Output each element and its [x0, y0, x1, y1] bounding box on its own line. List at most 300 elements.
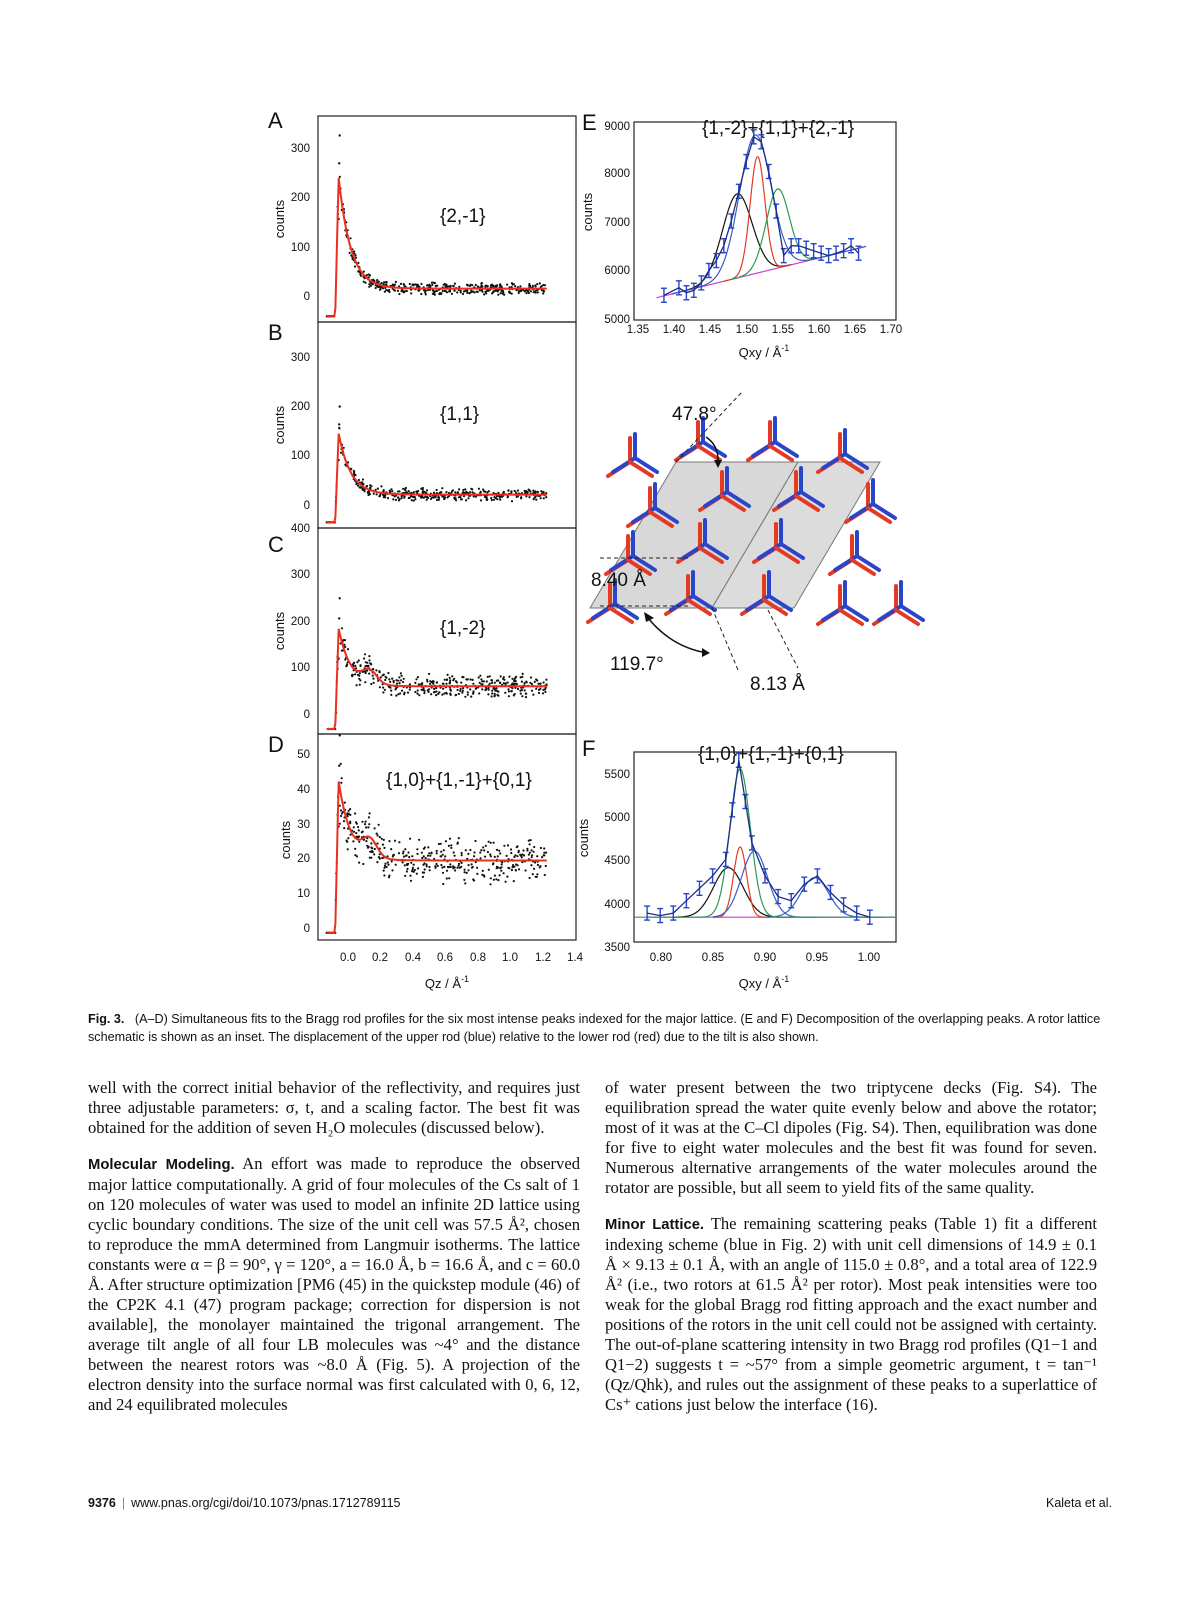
data-point — [339, 597, 341, 599]
data-point — [524, 689, 526, 691]
panel-a-yticks — [291, 143, 310, 303]
data-point — [415, 678, 417, 680]
data-point — [372, 678, 374, 680]
data-point — [429, 680, 431, 682]
data-point — [380, 676, 382, 678]
data-point — [369, 812, 371, 814]
panel-c-ytick: 0 — [303, 709, 310, 721]
panel-e-xlabel-text: Qxy / Å — [738, 345, 782, 360]
panel-f-ytick: 4000 — [604, 899, 630, 911]
data-point — [500, 870, 502, 872]
data-point — [339, 405, 341, 407]
data-point — [387, 497, 389, 499]
data-point — [390, 488, 392, 490]
data-point — [454, 866, 456, 868]
data-point — [414, 498, 416, 500]
data-point — [525, 495, 527, 497]
section-text: An effort was made to reproduce the observed major lattice computationally. A grid of four molecules of the Cs salt of 1 on 120 molecules of water was used to model an infinite 2D lattice using cyclic boundary conditions. The size of the unit cell was 57.5 Å², chosen to reproduce the mmA determined from Langmuir isotherms. The lattice constants were α = β = 90°, γ = 120°, a = 16.0 Å, b = 16.6 Å, and c = 60.0 Å. After structure optimization [PM6 (45) in the quickstep module (46) of the CP2K 4.1 (47) program package; correction for dispersion is not available], the monolayer maintained the trigonal arrangement. The average tilt angle of all four LB molecules was ~4° and the distance between the nearest rotors was ~8.0 Å (Fig. 5). A projection of the electron density into the surface normal was first calculated with 0, 6, 12, and 24 equilibrated molecules — [88, 1154, 580, 1414]
data-point — [449, 838, 451, 840]
panel-e-xtick: 1.70 — [879, 324, 903, 336]
data-point — [467, 869, 469, 871]
data-point — [339, 176, 341, 178]
data-point — [426, 865, 428, 867]
data-point — [358, 479, 360, 481]
component-curve — [634, 769, 896, 918]
data-point — [390, 694, 392, 696]
data-point — [382, 844, 384, 846]
data-point — [446, 877, 448, 879]
section-title: Minor Lattice. — [605, 1217, 705, 1233]
data-point — [383, 839, 385, 841]
data-point — [413, 864, 415, 866]
data-point — [496, 849, 498, 851]
data-point — [367, 665, 369, 667]
data-point — [379, 686, 381, 688]
panel-a-data — [326, 134, 547, 317]
data-point — [535, 285, 537, 287]
panel-c-ytick: 100 — [290, 662, 310, 674]
data-point — [464, 696, 466, 698]
data-point — [500, 866, 502, 868]
arrow-head — [644, 612, 654, 622]
data-point — [443, 866, 445, 868]
data-point — [445, 290, 447, 292]
data-point — [383, 867, 385, 869]
data-point — [381, 282, 383, 284]
data-point — [432, 683, 434, 685]
data-point — [542, 689, 544, 691]
data-point — [529, 852, 531, 854]
data-point — [454, 869, 456, 871]
data-point — [378, 281, 380, 283]
data-point — [491, 682, 493, 684]
data-point — [417, 490, 419, 492]
panel-b-data — [326, 405, 548, 523]
data-point — [466, 872, 468, 874]
data-point — [407, 851, 409, 853]
data-point — [343, 827, 345, 829]
data-point — [490, 842, 492, 844]
data-point — [442, 872, 444, 874]
data-point — [347, 837, 349, 839]
data-point — [370, 663, 372, 665]
data-point — [491, 292, 493, 294]
data-point — [511, 500, 513, 502]
panel-d-ytick: 50 — [297, 749, 310, 761]
data-point — [414, 691, 416, 693]
data-point — [435, 867, 437, 869]
data-point — [465, 849, 467, 851]
data-point — [494, 693, 496, 695]
data-point — [422, 489, 424, 491]
data-point — [386, 281, 388, 283]
data-point — [480, 849, 482, 851]
panel-a-ytick: 300 — [290, 143, 310, 155]
data-point — [365, 826, 367, 828]
data-point — [413, 500, 415, 502]
data-point — [487, 693, 489, 695]
data-point — [460, 682, 462, 684]
data-point — [411, 499, 413, 501]
data-point — [365, 840, 367, 842]
data-point — [369, 484, 371, 486]
data-point — [513, 694, 515, 696]
doi-link[interactable]: www.pnas.org/cgi/doi/10.1073/pnas.1712789115 — [131, 1496, 401, 1510]
data-point — [531, 683, 533, 685]
panel-b-ytick: 0 — [303, 500, 310, 512]
data-point — [370, 857, 372, 859]
data-point — [358, 829, 360, 831]
data-point — [545, 496, 547, 498]
data-point — [461, 852, 463, 854]
data-point — [341, 777, 343, 779]
data-point — [373, 853, 375, 855]
data-point — [539, 282, 541, 284]
caption-text: (A–D) Simultaneous fits to the Bragg rod profiles for the six most intense peaks indexed for the major lattice. (E and F) Decomposition of the overlapping peaks. A rotor lattice schematic is shown as an inset. The displacement of the upper rod (blue) relative to the lower rod (red) due to the tilt is also shown. — [88, 1012, 1101, 1044]
left-xtick: 1.4 — [567, 952, 583, 964]
data-point — [470, 488, 472, 490]
data-point — [468, 292, 470, 294]
data-point — [391, 678, 393, 680]
data-point — [411, 869, 413, 871]
data-point — [432, 282, 434, 284]
data-point — [458, 496, 460, 498]
data-point — [389, 681, 391, 683]
panel-e-xtick: 1.45 — [698, 324, 722, 336]
data-point — [532, 285, 534, 287]
data-point — [379, 495, 381, 497]
data-point — [478, 692, 480, 694]
data-point — [366, 485, 368, 487]
data-point — [378, 824, 380, 826]
data-point — [423, 289, 425, 291]
data-point — [493, 879, 495, 881]
footer-authors: Kaleta et al. — [1045, 1496, 1112, 1510]
data-point — [370, 683, 372, 685]
data-point — [367, 847, 369, 849]
panel-d-ytick: 10 — [297, 888, 310, 900]
data-point — [411, 855, 413, 857]
data-point — [401, 497, 403, 499]
panel-e-ytick: 8000 — [604, 168, 630, 180]
data-point — [446, 870, 448, 872]
data-point — [454, 498, 456, 500]
data-point — [400, 672, 402, 674]
data-point — [380, 485, 382, 487]
data-point — [535, 688, 537, 690]
panel-d-letter: D — [268, 732, 284, 757]
data-point — [443, 692, 445, 694]
data-point — [533, 868, 535, 870]
data-point — [540, 847, 542, 849]
data-point — [408, 497, 410, 499]
data-point — [486, 680, 488, 682]
data-point — [511, 869, 513, 871]
data-point — [509, 292, 511, 294]
data-point — [436, 682, 438, 684]
data-point — [503, 682, 505, 684]
data-point — [368, 816, 370, 818]
data-point — [367, 492, 369, 494]
data-point — [421, 852, 423, 854]
page-footer — [88, 1496, 1112, 1510]
panel-c-ytick: 200 — [290, 616, 310, 628]
data-point — [354, 265, 356, 267]
data-point — [492, 863, 494, 865]
data-point — [392, 855, 394, 857]
panel-c-label: {1,-2} — [440, 618, 486, 639]
footer-separator: | — [121, 1496, 126, 1510]
data-point — [390, 690, 392, 692]
panel-f-ytick: 4500 — [604, 855, 630, 867]
data-point — [478, 676, 480, 678]
data-point — [398, 841, 400, 843]
data-point — [485, 845, 487, 847]
data-point — [491, 499, 493, 501]
data-point — [428, 852, 430, 854]
data-point — [428, 673, 430, 675]
data-point — [482, 870, 484, 872]
left-xtick: 0.2 — [372, 952, 388, 964]
data-point — [372, 675, 374, 677]
panel-a-ytick: 100 — [290, 242, 310, 254]
data-point — [507, 867, 509, 869]
data-point — [359, 684, 361, 686]
data-point — [532, 694, 534, 696]
panel-f-letter: F — [582, 736, 596, 761]
data-point — [429, 285, 431, 287]
data-point — [466, 289, 468, 291]
data-point — [496, 694, 498, 696]
data-point — [443, 284, 445, 286]
paragraph: of water present between the two triptycene decks (Fig. S4). The equilibration spread the water quite evenly below and above the rotator; most of it was at the C–Cl dipoles (Fig. S4). Then, equilibration was done for five to eight water molecules and the best fit was found for seven. Numerous alternative arrangements of the water molecules around the rotator are possible, but all seem to yield fits of the same quality. — [605, 1078, 1097, 1197]
left-xtick: 0.0 — [340, 952, 356, 964]
lattice-angle-top: 47.8° — [672, 404, 717, 425]
data-point — [493, 842, 495, 844]
data-point — [444, 855, 446, 857]
data-point — [410, 862, 412, 864]
data-point — [535, 499, 537, 501]
data-point — [469, 688, 471, 690]
panel-b-label: {1,1} — [440, 404, 480, 425]
data-point — [518, 292, 520, 294]
data-point — [514, 285, 516, 287]
data-point — [393, 681, 395, 683]
data-point — [377, 834, 379, 836]
data-point — [510, 852, 512, 854]
panel-b-yticks — [291, 352, 310, 512]
data-point — [344, 802, 346, 804]
data-point — [435, 694, 437, 696]
data-point — [397, 497, 399, 499]
data-point — [398, 676, 400, 678]
data-point — [382, 691, 384, 693]
data-point — [423, 872, 425, 874]
data-point — [427, 846, 429, 848]
data-point — [429, 869, 431, 871]
data-point — [445, 683, 447, 685]
data-point — [470, 284, 472, 286]
data-point — [357, 485, 359, 487]
data-point — [429, 855, 431, 857]
arrow-head — [702, 648, 710, 657]
data-point — [399, 682, 401, 684]
data-point — [507, 682, 509, 684]
data-point — [466, 292, 468, 294]
data-point — [403, 291, 405, 293]
left-xtick: 1.0 — [502, 952, 518, 964]
data-point — [480, 857, 482, 859]
data-point — [362, 478, 364, 480]
data-point — [478, 488, 480, 490]
data-point — [545, 865, 547, 867]
data-point — [409, 875, 411, 877]
data-point — [366, 662, 368, 664]
data-point — [493, 499, 495, 501]
data-point — [491, 695, 493, 697]
data-point — [417, 289, 419, 291]
data-point — [495, 687, 497, 689]
data-point — [525, 696, 527, 698]
data-point — [406, 854, 408, 856]
data-point — [485, 292, 487, 294]
data-point — [470, 696, 472, 698]
data-point — [418, 694, 420, 696]
data-point — [461, 692, 463, 694]
data-point — [392, 498, 394, 500]
data-point — [358, 675, 360, 677]
data-point — [424, 868, 426, 870]
data-point — [543, 854, 545, 856]
data-point — [455, 694, 457, 696]
data-point — [364, 282, 366, 284]
left-xlabel-exp: -1 — [461, 974, 470, 984]
data-point — [426, 499, 428, 501]
panel-e-letter: E — [582, 110, 597, 135]
panel-e-xtick: 1.65 — [843, 324, 867, 336]
data-point — [500, 675, 502, 677]
data-point — [528, 489, 530, 491]
data-point — [402, 850, 404, 852]
data-point — [352, 663, 354, 665]
data-point — [349, 822, 351, 824]
panel-b-ylabel: counts — [272, 405, 287, 445]
data-point — [398, 852, 400, 854]
data-point — [495, 497, 497, 499]
data-point — [476, 867, 478, 869]
data-point — [427, 855, 429, 857]
data-point — [361, 821, 363, 823]
lattice-spacing-b: 8.13 Å — [750, 674, 805, 695]
data-point — [390, 848, 392, 850]
data-point — [481, 688, 483, 690]
data-point — [449, 677, 451, 679]
data-point — [434, 691, 436, 693]
data-point — [510, 848, 512, 850]
data-point — [497, 855, 499, 857]
data-point — [476, 873, 478, 875]
data-point — [432, 680, 434, 682]
data-point — [407, 692, 409, 694]
data-point — [436, 852, 438, 854]
data-point — [348, 810, 350, 812]
data-point — [544, 691, 546, 693]
left-xlabel — [425, 974, 469, 991]
data-point — [528, 854, 530, 856]
data-line — [647, 760, 870, 917]
data-point — [467, 694, 469, 696]
data-point — [456, 291, 458, 293]
data-point — [375, 287, 377, 289]
data-point — [395, 695, 397, 697]
data-point — [524, 682, 526, 684]
data-point — [368, 273, 370, 275]
data-point — [457, 689, 459, 691]
data-point — [437, 496, 439, 498]
paragraph: well with the correct initial behavior of the reflectivity, and requires just three adjustable parameters: σ, t, and a scaling factor. The best fit was obtained for the addition of seven H₂O molecules (discussed below). — [88, 1078, 580, 1137]
data-point — [545, 679, 547, 681]
data-point — [527, 291, 529, 293]
data-point — [525, 869, 527, 871]
data-point — [513, 679, 515, 681]
data-point — [450, 847, 452, 849]
data-point — [400, 283, 402, 285]
data-point — [475, 496, 477, 498]
data-point — [423, 689, 425, 691]
panel-a-letter: A — [268, 108, 283, 133]
data-point — [348, 813, 350, 815]
data-point — [383, 870, 385, 872]
data-point — [362, 831, 364, 833]
data-point — [490, 497, 492, 499]
data-point — [346, 841, 348, 843]
data-point — [429, 683, 431, 685]
data-point — [444, 679, 446, 681]
panel-c-yticks — [291, 523, 310, 721]
data-point — [385, 289, 387, 291]
data-point — [442, 290, 444, 292]
panel-f-xtick: 0.80 — [649, 952, 673, 964]
paragraph-molecular-modeling — [88, 1154, 580, 1415]
panel-a-ylabel: counts — [272, 199, 287, 239]
data-point — [425, 857, 427, 859]
panel-f-yticks — [604, 769, 630, 954]
data-point — [374, 827, 376, 829]
data-point — [459, 690, 461, 692]
data-point — [401, 495, 403, 497]
data-point — [384, 863, 386, 865]
paragraph-minor-lattice — [605, 1214, 1097, 1415]
data-point — [513, 283, 515, 285]
data-point — [536, 283, 538, 285]
data-point — [544, 874, 546, 876]
data-point — [495, 878, 497, 880]
data-point — [473, 879, 475, 881]
data-point — [351, 675, 353, 677]
data-point — [445, 284, 447, 286]
data-point — [514, 490, 516, 492]
data-point — [511, 678, 513, 680]
data-point — [499, 874, 501, 876]
data-point — [461, 862, 463, 864]
data-point — [540, 490, 542, 492]
data-point — [461, 498, 463, 500]
data-point — [533, 498, 535, 500]
data-point — [517, 490, 519, 492]
data-point — [501, 496, 503, 498]
data-point — [520, 497, 522, 499]
data-point — [526, 849, 528, 851]
